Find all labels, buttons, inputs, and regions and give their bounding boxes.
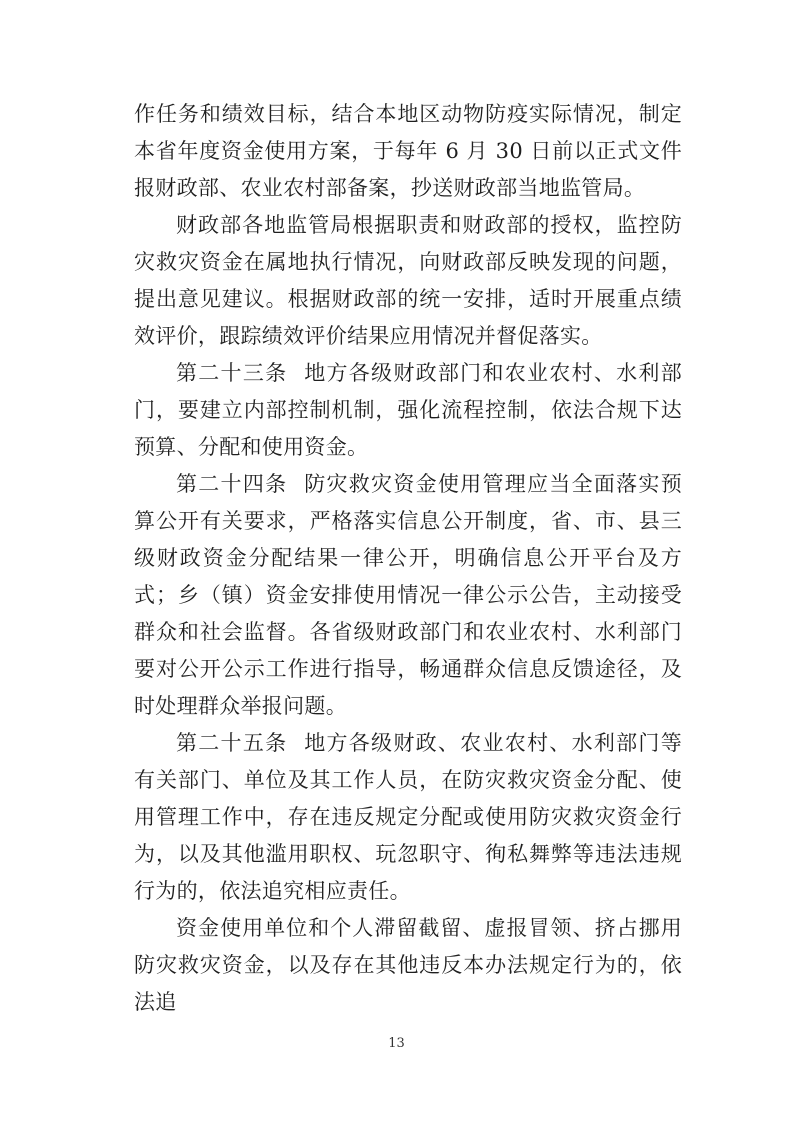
paragraph-supervision: [134, 207, 682, 355]
paragraph-article-23: [134, 355, 682, 466]
article-number: 第二十四条: [176, 472, 288, 496]
paragraph-liability: [134, 910, 682, 1021]
page-number: 13: [388, 1036, 405, 1051]
document-body: [134, 96, 682, 1021]
paragraph-article-25: [134, 725, 682, 910]
paragraph-text: 作任务和绩效目标，结合本地区动物防疫实际情况，制定本省年度资金使用方案，于每年 6 月 30 日前以正式文件报财政部、农业农村部备案，抄送财政部当地监管局。: [134, 102, 682, 200]
paragraph-continuation: [134, 96, 682, 207]
paragraph-text: 财政部各地监管局根据职责和财政部的授权，监控防灾救灾资金在属地执行情况，向财政部反映发现的问题，提出意见建议。根据财政部的统一安排，适时开展重点绩效评价，跟踪绩效评价结果应用情况并督促落实。: [134, 213, 682, 348]
paragraph-article-24: [134, 466, 682, 725]
article-number: 第二十五条: [176, 731, 288, 755]
paragraph-text: 防灾救灾资金使用管理应当全面落实预算公开有关要求，严格落实信息公开制度，省、市、县三级财政资金分配结果一律公开，明确信息公开平台及方式；乡（镇）资金安排使用情况一律公示公告，主动接受群众和社会监督。各省级财政部门和农业农村、水利部门要对公开公示工作进行指导，畅通群众信息反馈途径，及时处理群众举报问题。: [134, 472, 682, 718]
article-number: 第二十三条: [176, 361, 288, 385]
paragraph-text: 地方各级财政部门和农业农村、水利部门，要建立内部控制机制，强化流程控制，依法合规下达预算、分配和使用资金。: [134, 361, 682, 459]
paragraph-text: 地方各级财政、农业农村、水利部门等有关部门、单位及其工作人员，在防灾救灾资金分配、使用管理工作中，存在违反规定分配或使用防灾救灾资金行为，以及其他滥用职权、玩忽职守、徇私舞弊等违法违规行为的，依法追究相应责任。: [134, 731, 682, 903]
paragraph-text: 资金使用单位和个人滞留截留、虚报冒领、挤占挪用防灾救灾资金，以及存在其他违反本办法规定行为的，依法追: [134, 916, 682, 1014]
